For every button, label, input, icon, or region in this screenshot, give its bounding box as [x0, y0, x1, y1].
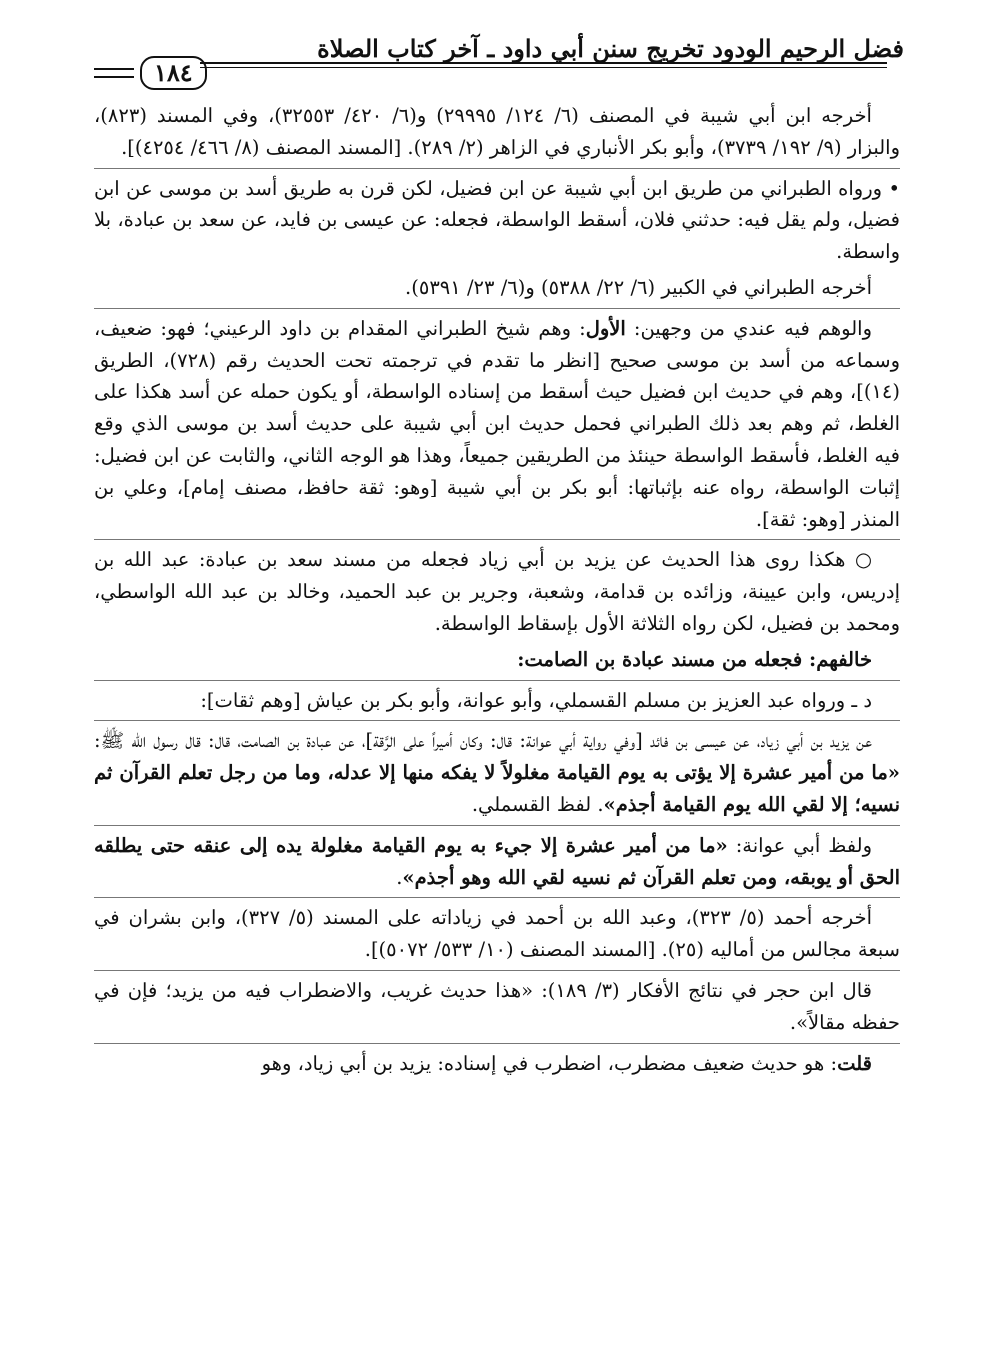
paragraph: ○ هكذا روى هذا الحديث عن يزيد بن أبي زياد فجعله من مسند سعد بن عبادة: عبد الله بن إدريس، وابن عيينة، وزائده بن قدامة، وشعبة، وجرير بن عبد الحميد، وخالد بن عبد الله الواسطي، ومحمد بن فضيل، لكن رواه الثلاثة الأول بإسقاط الواسطة. [94, 539, 900, 639]
bold-term: قلت [837, 1051, 872, 1075]
text-run: والوهم فيه عندي من وجهين: [625, 316, 872, 340]
text-run: عن يزيد بن أبي زياد، عن عيسى بن فائد [وفي رواية أبي عوانة: قال: وكان أميراً على الرَّقة]، عن عبادة بن الصامت، قال: قال رسول الله ﷺ: [94, 729, 872, 753]
body-text [94, 100, 900, 1083]
text-run: . [396, 865, 403, 889]
page-header [94, 26, 904, 96]
paragraph: قال ابن حجر في نتائج الأفكار (٣/ ١٨٩): «هذا حديث غريب، والاضطراب فيه من يزيد؛ فإن في حفظه مقالاً». [94, 970, 900, 1039]
text-run: : هو حديث ضعيف مضطرب، اضطرب في إسناده: يزيد بن أبي زياد، وهو [261, 1051, 838, 1075]
text-run: ولفظ أبي عوانة: [727, 833, 872, 857]
paragraph: أخرجه ابن أبي شيبة في المصنف (٦/ ١٢٤/ ٢٩٩٩٥) و(٦/ ٤٢٠/ ٣٢٥٥٣)، وفي المسند (٨٢٣)، والبزار (٩/ ١٩٢/ ٣٧٣٩)، وأبو بكر الأنباري في الزاهر (٢/ ٢٨٩). [المسند المصنف (٨/ ٤٦٦/ ٤٢٥٤)]. [94, 104, 900, 159]
paragraph [94, 308, 900, 536]
paragraph: أخرجه أحمد (٥/ ٣٢٣)، وعبد الله بن أحمد في زياداته على المسند (٥/ ٣٢٧)، وابن بشران في سبعة مجالس من أماليه (٢٥). [المسند المصنف (١٠/ ٥٣٣/ ٥٠٧٢)]. [94, 897, 900, 966]
hadith-text: «ما من أمير عشرة إلا جيء به يوم القيامة مغلولة يده إلى عنقه حتى يطلقه الحق أو يوبقه، ومن تعلم القرآن ثم نسيه لقي الله وهو أجذم» [94, 833, 900, 889]
paragraph: • ورواه الطبراني من طريق ابن أبي شيبة عن ابن فضيل، لكن قرن به طريق أسد بن موسى عن ابن فضيل، ولم يقل فيه: حدثني فلان، أسقط الواسطة، فجعله: عن عيسى بن فايد، عن سعد بن عبادة، بلا واسطة. [94, 168, 900, 268]
paragraph: د ـ ورواه عبد العزيز بن مسلم القسملي، وأبو عوانة، وأبو بكر بن عياش [وهم ثقات]: [94, 680, 900, 717]
page-number: ١٨٤ [140, 56, 207, 90]
ornament-lines [94, 68, 134, 78]
running-title: فضل الرحيم الودود تخريج سنن أبي داود ـ آخر كتاب الصلاة [317, 34, 904, 63]
text-run: : وهم شيخ الطبراني المقدام بن داود الرعيني؛ فهو: ضعيف، وسماعه من أسد بن موسى صحيح [انظر ما تقدم في ترجمته تحت الحديث رقم (٧٢٨)، الطريق (١٤)]، وهم في حديث ابن فضيل حيث أسقط من إسناده الواسطة، أو يكون حمله عن أسد هكذا على الغلط، ثم وهم بعد ذلك الطبراني فحمل حديث ابن أبي شيبة على حديث أسد بن موسى الذي وقع فيه الغلط، فأسقط الواسطة حينئذ من الطريقين جميعاً، وهذا هو الوجه الثاني، والثابت عن ابن فضيل: إثبات الواسطة، رواه عنه بإثباتها: أبو بكر بن أبي شيبة [وهو: ثقة حافظ، مصنف إمام]، وعلي بن المنذر [وهو: ثقة]. [94, 316, 900, 531]
paragraph [94, 825, 900, 894]
paragraph [94, 720, 900, 820]
paragraph-heading: خالفهم: فجعله من مسند عبادة بن الصامت: [517, 647, 872, 671]
paragraph: أخرجه الطبراني في الكبير (٦/ ٢٢/ ٥٣٨٨) و(٦/ ٢٣/ ٥٣٩١). [405, 275, 872, 299]
page-number-ornament [94, 56, 207, 90]
paragraph [94, 1043, 900, 1080]
hadith-text: «ما من أمير عشرة إلا يؤتى به يوم القيامة مغلولاً لا يفكه منها إلا عدله، وما من رجل تعلم القرآن ثم نسيه؛ إلا لقي الله يوم القيامة أجذم» [94, 761, 900, 816]
bold-term: الأول [585, 316, 626, 340]
header-rule [200, 62, 887, 68]
text-run: . لفظ القسملي. [471, 792, 604, 816]
